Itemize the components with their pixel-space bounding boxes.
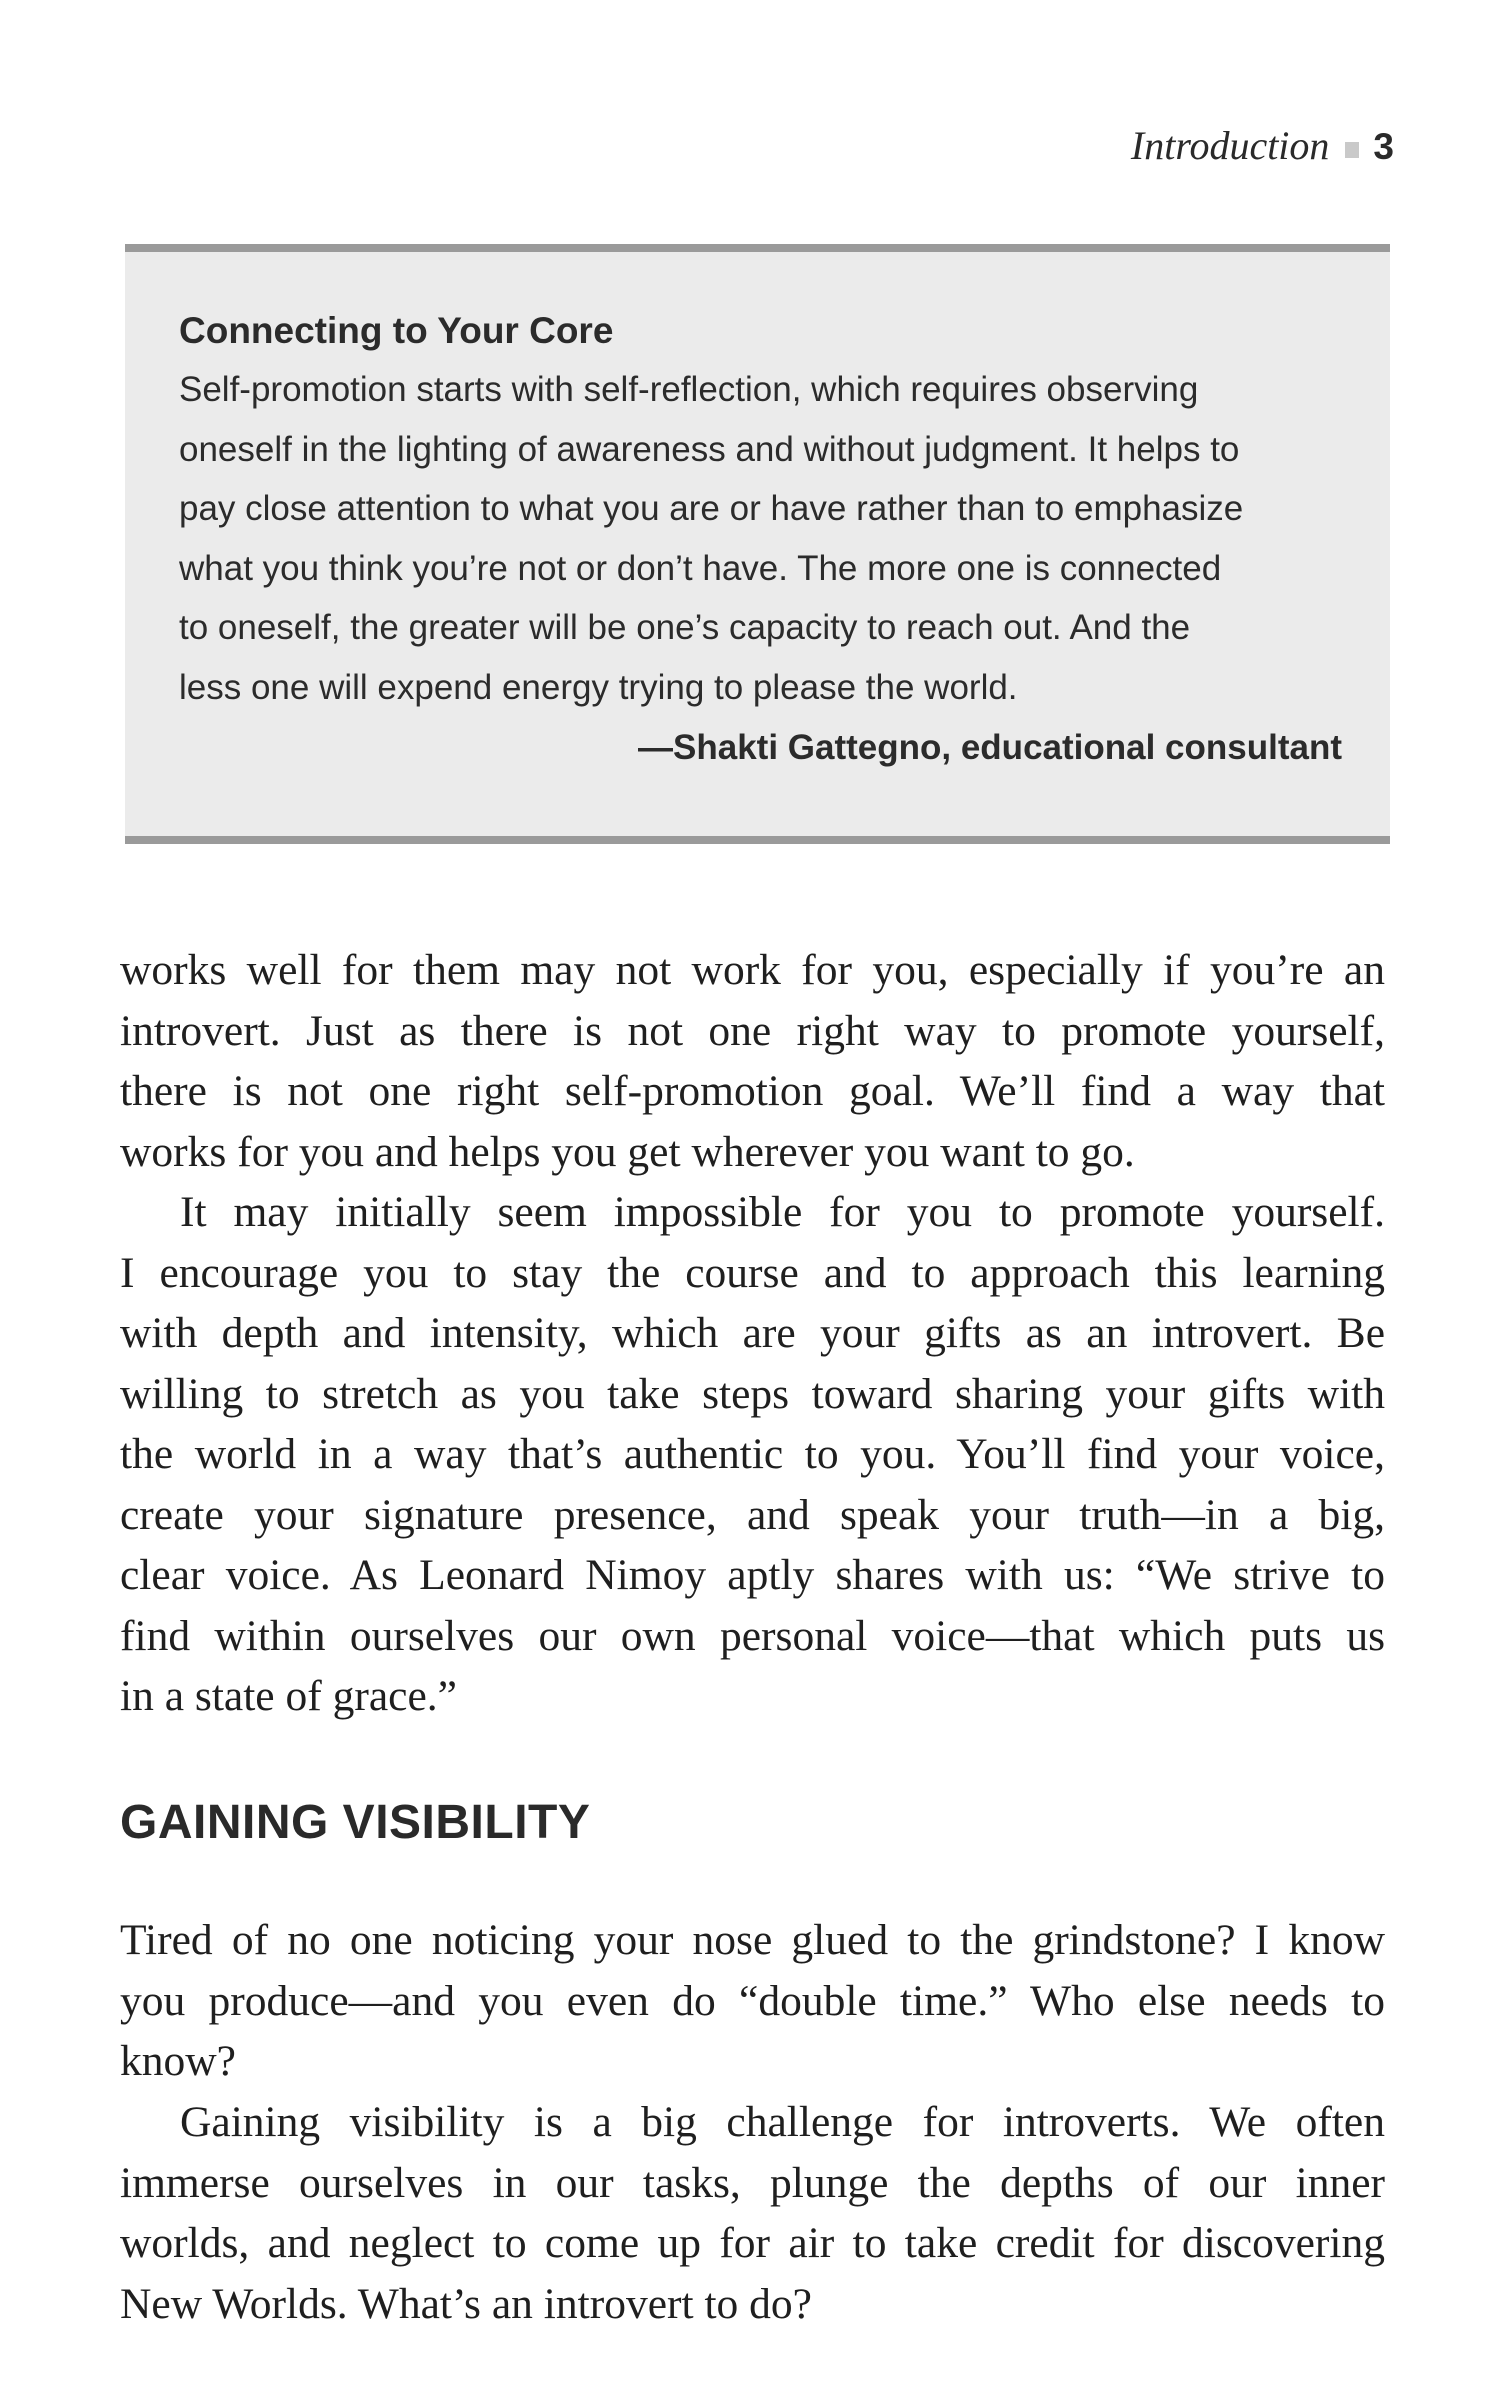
text-line: Gaining visibility is a big challenge for introverts. We often bbox=[180, 2098, 1385, 2146]
text-line: immerse ourselves in our tasks, plunge the depths of our inner bbox=[120, 2158, 1385, 2207]
running-head bbox=[1100, 122, 1394, 169]
text-line: works for you and helps you get wherever you want to go. bbox=[120, 1127, 1135, 1176]
text-line: willing to stretch as you take steps toward sharing your gifts with bbox=[120, 1369, 1385, 1418]
text-line: clear voice. As Leonard Nimoy aptly shares with us: “We strive to bbox=[120, 1551, 1385, 1599]
text-line: in a state of grace.” bbox=[120, 1672, 457, 1720]
text-line: I encourage you to stay the course and to approach this learning bbox=[120, 1248, 1385, 1297]
running-head-section: Introduction bbox=[1130, 123, 1330, 168]
text-line: with depth and intensity, which are your gifts as an introvert. Be bbox=[120, 1309, 1385, 1357]
sidebar-attribution: —Shakti Gattegno, educational consultant bbox=[638, 728, 1342, 767]
text-line: works well for them may not work for you, especially if you’re an bbox=[120, 946, 1385, 994]
text-line: know? bbox=[120, 2037, 236, 2085]
text-line: worlds, and neglect to come up for air to take credit for discovering bbox=[120, 2219, 1385, 2267]
text-line: New Worlds. What’s an introvert to do? bbox=[120, 2279, 812, 2328]
sidebar-line: less one will expend energy trying to please the world. bbox=[179, 667, 1018, 707]
sidebar-line: what you think you’re not or don’t have. The more one is connected bbox=[179, 548, 1222, 588]
sidebar-box bbox=[125, 244, 1390, 844]
sidebar-line: Self-promotion starts with self-reflection, which requires observing bbox=[179, 370, 1199, 409]
text-line: find within ourselves our own personal voice—that which puts us bbox=[120, 1611, 1385, 1660]
text-line: It may initially seem impossible for you to promote yourself. bbox=[180, 1188, 1385, 1236]
sidebar-line: pay close attention to what you are or have rather than to emphasize bbox=[179, 489, 1244, 528]
paragraph-visibility bbox=[120, 2092, 1385, 2334]
paragraph-tired bbox=[120, 1910, 1385, 2092]
sidebar-title: Connecting to Your Core bbox=[179, 310, 614, 351]
separator-square-icon bbox=[1345, 142, 1359, 158]
sidebar-line: oneself in the lighting of awareness and without judgment. It helps to bbox=[179, 429, 1240, 469]
paragraph-nimoy bbox=[120, 1182, 1385, 1727]
text-line: create your signature presence, and speak your truth—in a big, bbox=[120, 1490, 1385, 1539]
page-number: 3 bbox=[1373, 126, 1394, 167]
sidebar-line: to oneself, the greater will be one’s capacity to reach out. And the bbox=[179, 608, 1191, 647]
text-line: introvert. Just as there is not one right way to promote yourself, bbox=[120, 1006, 1385, 1055]
text-line: Tired of no one noticing your nose glued to the grindstone? I know bbox=[120, 1916, 1385, 1964]
section-heading: GAINING VISIBILITY bbox=[120, 1796, 591, 1849]
text-line: there is not one right self-promotion goal. We’ll find a way that bbox=[120, 1067, 1385, 1115]
text-line: you produce—and you even do “double time.” Who else needs to bbox=[120, 1976, 1385, 2025]
paragraph-continuation bbox=[120, 940, 1385, 1182]
text-line: the world in a way that’s authentic to you. You’ll find your voice, bbox=[120, 1430, 1385, 1478]
